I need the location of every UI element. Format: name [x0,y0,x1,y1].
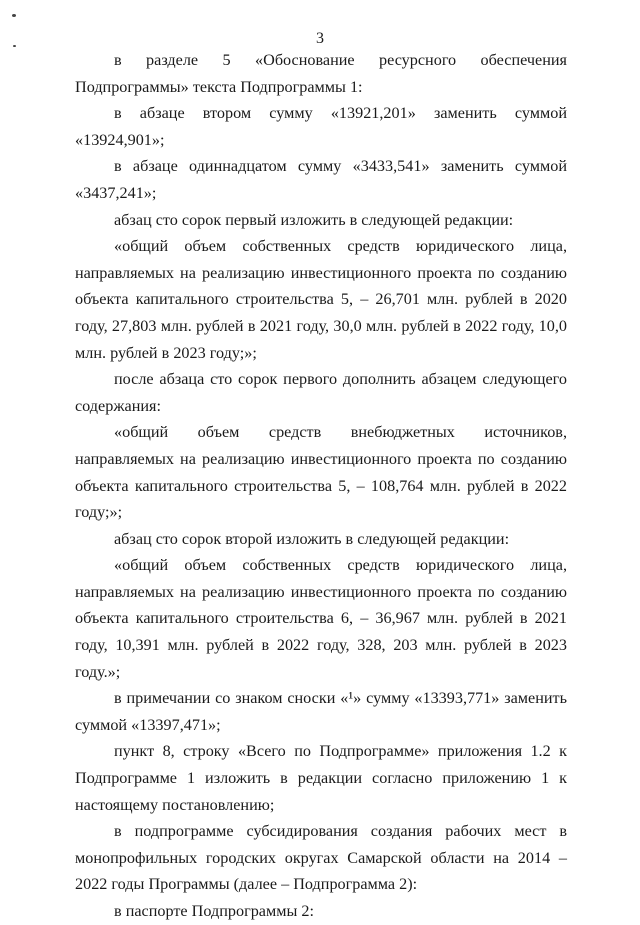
paragraph: в абзаце втором сумму «13921,201» заменить суммой «13924,901»; [75,104,567,149]
paragraph: «общий объем средств внебюджетных источников, направляемых на реализацию инвестиционного проекта по созданию объекта капитального строительства 5, – 108,764 млн. рублей в 2022 году;»; [75,423,567,522]
paragraph: в разделе 5 «Обоснование ресурсного обеспечения Подпрограммы» текста Подпрограммы 1: [75,51,567,96]
document-body [75,47,567,925]
paragraph: пункт 8, строку «Всего по Подпрограмме» приложения 1.2 к Подпрограмме 1 изложить в редакции согласно приложению 1 к настоящему постановлению; [75,742,567,814]
paragraph: в паспорте Подпрограммы 2: [114,902,314,920]
paragraph: абзац сто сорок второй изложить в следующей редакции: [114,529,510,548]
paragraph: в абзаце одиннадцатом сумму «3433,541» заменить суммой «3437,241»; [75,157,567,202]
paragraph: в подпрограмме субсидирования создания рабочих мест в монопрофильных городских округах Самарской области на 2014 – 2022 годы Программы (далее – Подпрограмма 2): [75,822,567,894]
scan-speck [12,14,16,17]
paragraph: в примечании со знаком сноски «¹» сумму «13393,771» заменить суммой «13397,471»; [75,689,567,734]
paragraph: абзац сто сорок первый изложить в следующей редакции: [114,210,514,229]
paragraph: «общий объем собственных средств юридического лица, направляемых на реализацию инвестиционного проекта по созданию объекта капитального строительства 5, – 26,701 млн. рублей в 2020 году, 27,803 млн. рублей в 2021 году, 30,0 млн. рублей в 2022 году, 10,0 млн. рублей в 2023 году;»; [75,237,567,362]
page-number: 3 [316,30,324,47]
paragraph: «общий объем собственных средств юридического лица, направляемых на реализацию инвестиционного проекта по созданию объекта капитального строительства 6, – 36,967 млн. рублей в 2021 году, 10,391 млн. рублей в 2022 году, 328, 203 млн. рублей в 2023 году.»; [75,556,567,681]
paragraph: после абзаца сто сорок первого дополнить абзацем следующего содержания: [75,370,567,415]
